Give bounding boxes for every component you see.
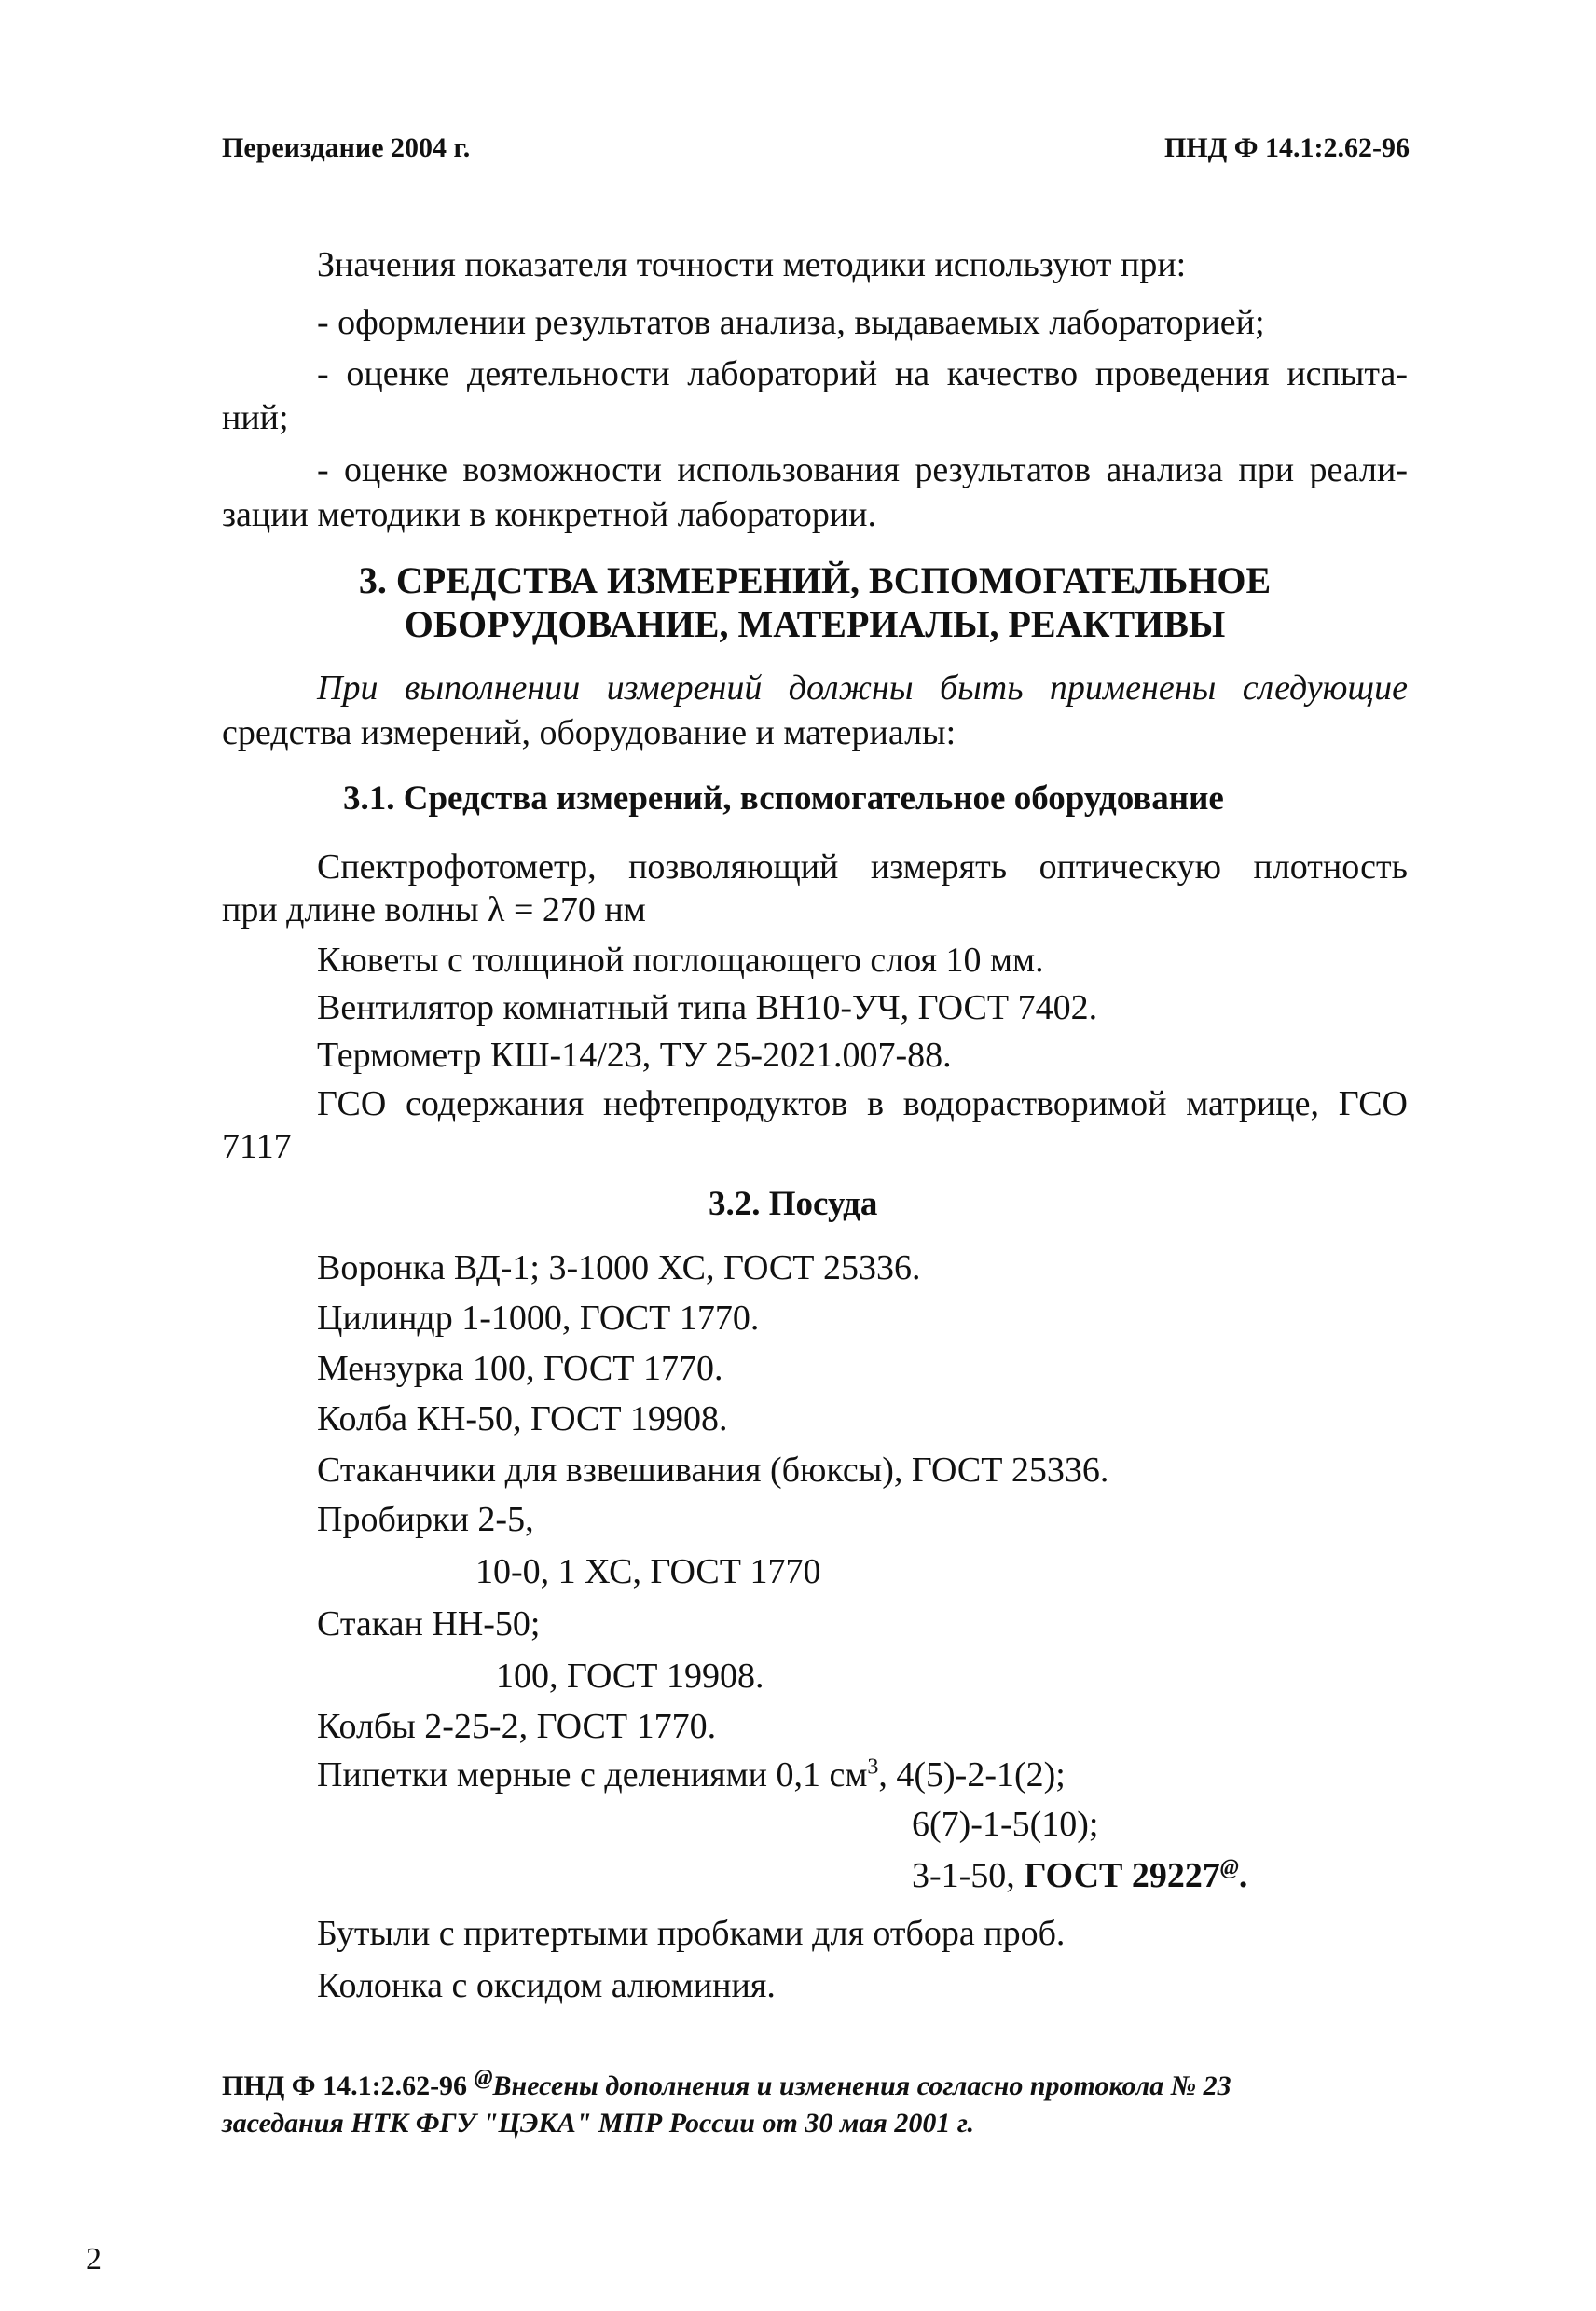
glass-line-2: 100, ГОСТ 19908. (496, 1657, 764, 1696)
cuvettes-entry: Кюветы с толщиной поглощающего слоя 10 мм. (317, 941, 1044, 980)
pipettes-period: . (1238, 1856, 1248, 1895)
intro-item-2 (222, 350, 1408, 398)
column-entry: Колонка с оксидом алюминия. (317, 1966, 776, 2005)
cylinder-entry: Цилиндр 1-1000, ГОСТ 1770. (317, 1299, 760, 1338)
footnote (222, 2068, 1408, 2142)
gso-entry (222, 1080, 1408, 1128)
pipettes-spec-3: 3-1-50, (912, 1856, 1025, 1895)
intro-item-3-line-1: - оценке возможности использования результатов анализа при реали- (317, 450, 1408, 489)
pipettes-line-3 (912, 1855, 1247, 1898)
glass-line-1: Стакан НН-50; (317, 1604, 541, 1644)
section-3-title-line-1: 3. СРЕДСТВА ИЗМЕРЕНИЙ, ВСПОМОГАТЕЛЬНОЕ (358, 559, 1272, 601)
reissue-label: Переиздание 2004 г. (222, 132, 471, 163)
section-3-2-title: 3.2. Посуда (709, 1185, 878, 1223)
funnel-entry: Воронка ВД-1; 3-1000 ХС, ГОСТ 25336. (317, 1248, 921, 1287)
pipettes-spec-1: , 4(5)-2-1(2); (878, 1755, 1066, 1795)
pipettes-line-1 (317, 1754, 1066, 1797)
thermometer-entry: Термометр КШ-14/23, ТУ 25-2021.007-88. (317, 1036, 952, 1075)
spectrophotometer-line-1: Спектрофотометр, позволяющий измерять оптическую плотность (317, 847, 1408, 887)
footnote-mark: @ (474, 2066, 493, 2090)
section-3-intro-line-1: При выполнении измерений должны быть применены следующие (317, 668, 1408, 708)
pipettes-superscript: 3 (867, 1754, 879, 1780)
test-tubes-line-2: 10-0, 1 ХС, ГОСТ 1770 (475, 1552, 821, 1591)
footnote-line-2: заседания НТК ФГУ "ЦЭКА" МПР России от 30 мая 2001 г. (222, 2108, 974, 2139)
footnote-line-1 (222, 2068, 1408, 2105)
page-number: 2 (86, 2242, 102, 2277)
amendment-mark: @ (1219, 1855, 1239, 1880)
intro-item-1: - оформлении результатов анализа, выдаваемых лабораторией; (317, 303, 1265, 342)
section-3-title-line-2: ОБОРУДОВАНИЕ, МАТЕРИАЛЫ, РЕАКТИВЫ (404, 603, 1226, 645)
footnote-text-1: Внесены дополнения и изменения согласно протокола № 23 (492, 2070, 1231, 2101)
gso-line-1: ГСО содержания нефтепродуктов в водорастворимой матрице, ГСО (317, 1084, 1408, 1123)
measuring-beaker-entry: Мензурка 100, ГОСТ 1770. (317, 1349, 723, 1388)
footnote-doc-code: ПНД Ф 14.1:2.62-96 (222, 2070, 468, 2101)
intro-item-2-line-2: ний; (222, 398, 289, 437)
weighing-bottles-entry: Стаканчики для взвешивания (бюксы), ГОСТ 25336. (317, 1451, 1109, 1490)
fan-entry: Вентилятор комнатный типа ВН10-УЧ, ГОСТ 7402. (317, 988, 1098, 1027)
bottles-entry: Бутыли с притертыми пробками для отбора проб. (317, 1914, 1066, 1953)
section-3-intro (222, 664, 1408, 712)
flask-entry: Колба КН-50, ГОСТ 19908. (317, 1399, 728, 1438)
flasks-entry: Колбы 2-25-2, ГОСТ 1770. (317, 1707, 717, 1746)
document-code: ПНД Ф 14.1:2.62-96 (1163, 132, 1410, 163)
intro-item-3 (222, 446, 1408, 494)
intro-line: Значения показателя точности методики используют при: (317, 245, 1187, 284)
pipettes-line-2: 6(7)-1-5(10); (912, 1805, 1099, 1844)
test-tubes-line-1: Пробирки 2-5, (317, 1500, 534, 1539)
section-3-1-title: 3.1. Средства измерений, вспомогательное оборудование (343, 779, 1224, 818)
intro-item-2-line-1: - оценке деятельности лабораторий на качество проведения испыта- (317, 354, 1408, 393)
spectrophotometer-line-2: при длине волны λ = 270 нм (222, 890, 646, 929)
pipettes-gost: ГОСТ 29227 (1024, 1856, 1220, 1895)
section-3-intro-line-2: средства измерений, оборудование и материалы: (222, 713, 956, 752)
gso-line-2: 7117 (222, 1127, 292, 1166)
intro-item-3-line-2: зации методики в конкретной лаборатории. (222, 495, 877, 534)
pipettes-text: Пипетки мерные с делениями 0,1 см (317, 1755, 868, 1795)
spectrophotometer-entry (222, 843, 1408, 891)
